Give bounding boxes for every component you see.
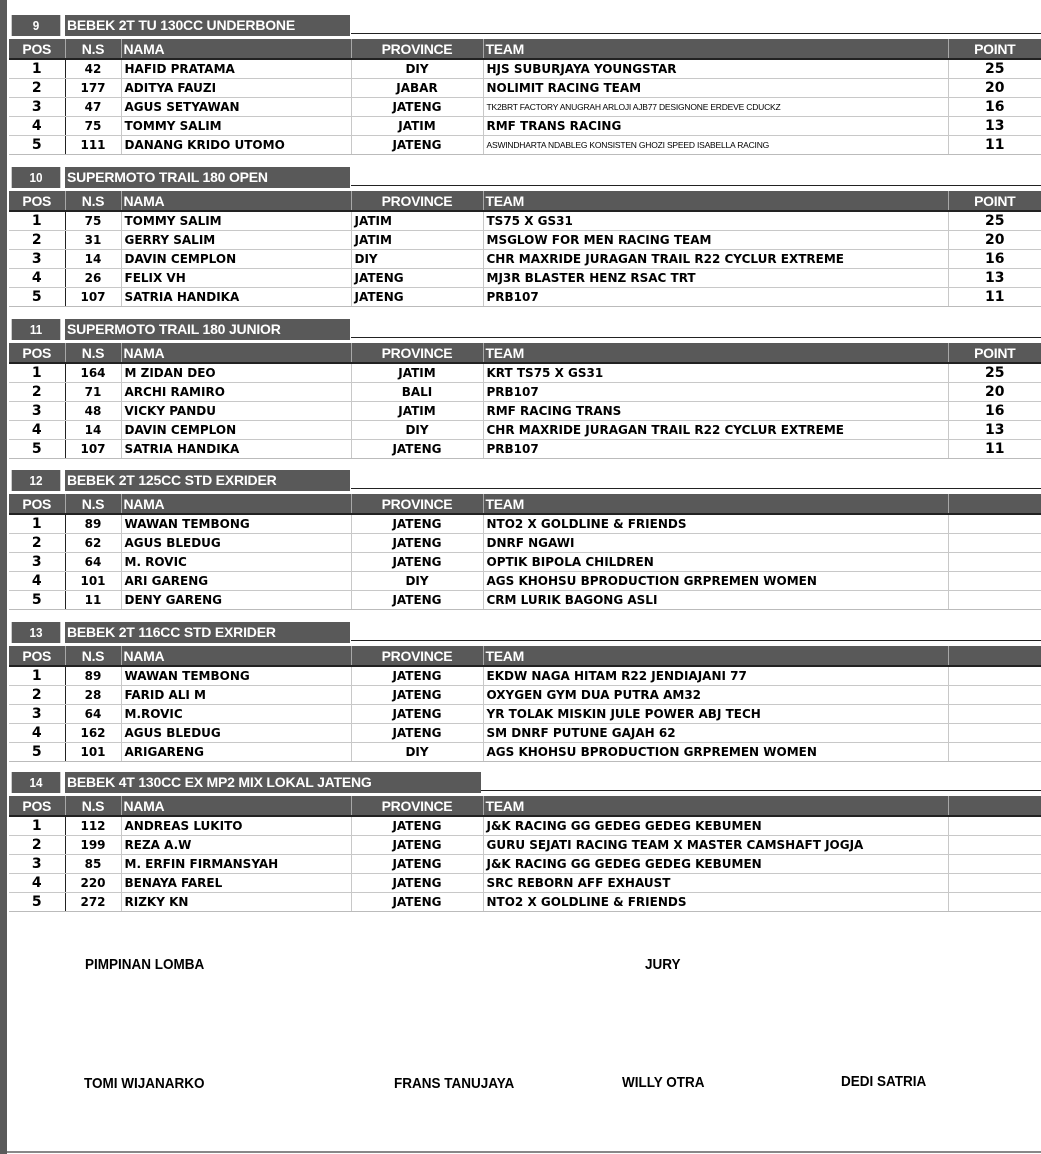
- cell-ns: 48: [65, 402, 121, 421]
- cell-pos: 3: [9, 250, 65, 269]
- cell-province: JATENG: [351, 874, 483, 893]
- results-table: [9, 191, 1041, 307]
- race-class-section: [7, 470, 1041, 608]
- cell-province: BALI: [351, 383, 483, 402]
- cell-province: JATIM: [351, 363, 483, 383]
- table-row: [9, 836, 1041, 855]
- header-team: TEAM: [483, 796, 948, 816]
- cell-pos: 3: [9, 855, 65, 874]
- cell-team: J&K RACING GG GEDEG GEDEG KEBUMEN: [483, 855, 948, 874]
- header-pos: POS: [9, 39, 65, 59]
- table-row: [9, 402, 1041, 421]
- cell-team: DNRF NGAWI: [483, 534, 948, 553]
- cell-point: 20: [948, 79, 1041, 98]
- cell-ns: 14: [65, 250, 121, 269]
- class-title-bar: [7, 470, 1041, 491]
- cell-province: JATENG: [351, 686, 483, 705]
- cell-point: [948, 572, 1041, 591]
- results-table: [9, 39, 1041, 155]
- cell-nama: SATRIA HANDIKA: [121, 288, 351, 307]
- table-header-row: [9, 39, 1041, 59]
- cell-ns: 42: [65, 59, 121, 79]
- cell-nama: GERRY SALIM: [121, 231, 351, 250]
- table-row: [9, 572, 1041, 591]
- cell-province: JATENG: [351, 514, 483, 534]
- cell-team: OXYGEN GYM DUA PUTRA AM32: [483, 686, 948, 705]
- cell-nama: M. ERFIN FIRMANSYAH: [121, 855, 351, 874]
- cell-nama: ARCHI RAMIRO: [121, 383, 351, 402]
- table-row: [9, 98, 1041, 117]
- table-row: [9, 269, 1041, 288]
- table-row: [9, 211, 1041, 231]
- cell-nama: RIZKY KN: [121, 893, 351, 912]
- header-nama: NAMA: [121, 343, 351, 363]
- table-row: [9, 117, 1041, 136]
- header-point: [948, 646, 1041, 666]
- cell-point: 25: [948, 59, 1041, 79]
- cell-point: 16: [948, 402, 1041, 421]
- class-number: 14: [12, 772, 61, 793]
- cell-team: TK2BRT FACTORY ANUGRAH ARLOJI AJB77 DESIGNONE ERDEVE CDUCKZ: [483, 98, 948, 117]
- header-province: PROVINCE: [351, 191, 483, 211]
- header-ns: N.S: [65, 494, 121, 514]
- class-title-bar: [7, 622, 1041, 643]
- cell-team: J&K RACING GG GEDEG GEDEG KEBUMEN: [483, 816, 948, 836]
- cell-point: [948, 855, 1041, 874]
- header-nama: NAMA: [121, 646, 351, 666]
- cell-pos: 4: [9, 874, 65, 893]
- cell-province: JATIM: [351, 117, 483, 136]
- cell-ns: 75: [65, 117, 121, 136]
- cell-ns: 107: [65, 288, 121, 307]
- race-class-section: [7, 622, 1041, 760]
- cell-province: JATIM: [351, 231, 483, 250]
- cell-team: GURU SEJATI RACING TEAM X MASTER CAMSHAFT JOGJA: [483, 836, 948, 855]
- header-team: TEAM: [483, 191, 948, 211]
- table-row: [9, 874, 1041, 893]
- cell-team: RMF TRANS RACING: [483, 117, 948, 136]
- cell-point: 11: [948, 288, 1041, 307]
- results-table: [9, 646, 1041, 762]
- table-row: [9, 363, 1041, 383]
- cell-point: 11: [948, 440, 1041, 459]
- table-row: [9, 743, 1041, 762]
- divider: [351, 488, 1041, 489]
- table-row: [9, 250, 1041, 269]
- cell-point: 13: [948, 421, 1041, 440]
- header-nama: NAMA: [121, 796, 351, 816]
- header-point: [948, 796, 1041, 816]
- cell-province: DIY: [351, 572, 483, 591]
- cell-province: JATENG: [351, 269, 483, 288]
- cell-team: YR TOLAK MISKIN JULE POWER ABJ TECH: [483, 705, 948, 724]
- cell-pos: 1: [9, 666, 65, 686]
- table-header-row: [9, 796, 1041, 816]
- cell-point: 25: [948, 363, 1041, 383]
- cell-team: KRT TS75 X GS31: [483, 363, 948, 383]
- divider: [481, 790, 1041, 791]
- header-point: POINT: [948, 39, 1041, 59]
- cell-province: JABAR: [351, 79, 483, 98]
- cell-pos: 4: [9, 421, 65, 440]
- cell-ns: 71: [65, 383, 121, 402]
- cell-point: [948, 534, 1041, 553]
- cell-team: NTO2 X GOLDLINE & FRIENDS: [483, 514, 948, 534]
- cell-nama: ARI GARENG: [121, 572, 351, 591]
- class-title: SUPERMOTO TRAIL 180 OPEN: [65, 167, 350, 188]
- table-row: [9, 421, 1041, 440]
- cell-pos: 3: [9, 98, 65, 117]
- results-table: [9, 343, 1041, 459]
- class-title-bar: [7, 319, 1041, 340]
- cell-point: [948, 816, 1041, 836]
- cell-point: [948, 743, 1041, 762]
- cell-nama: TOMMY SALIM: [121, 117, 351, 136]
- cell-point: [948, 874, 1041, 893]
- cell-pos: 4: [9, 117, 65, 136]
- header-pos: POS: [9, 343, 65, 363]
- cell-point: 11: [948, 136, 1041, 155]
- header-ns: N.S: [65, 796, 121, 816]
- cell-pos: 1: [9, 816, 65, 836]
- class-number: 12: [12, 470, 61, 491]
- cell-nama: WAWAN TEMBONG: [121, 514, 351, 534]
- cell-province: JATENG: [351, 666, 483, 686]
- cell-pos: 2: [9, 836, 65, 855]
- cell-province: JATENG: [351, 591, 483, 610]
- cell-team: NOLIMIT RACING TEAM: [483, 79, 948, 98]
- cell-pos: 1: [9, 211, 65, 231]
- table-row: [9, 816, 1041, 836]
- cell-point: [948, 893, 1041, 912]
- class-title-bar: [7, 15, 1041, 36]
- cell-nama: SATRIA HANDIKA: [121, 440, 351, 459]
- cell-team: NTO2 X GOLDLINE & FRIENDS: [483, 893, 948, 912]
- cell-team: PRB107: [483, 383, 948, 402]
- cell-ns: 64: [65, 553, 121, 572]
- cell-province: DIY: [351, 421, 483, 440]
- cell-nama: AGUS BLEDUG: [121, 534, 351, 553]
- cell-province: JATIM: [351, 402, 483, 421]
- race-class-section: [7, 15, 1041, 153]
- race-director-label: PIMPINAN LOMBA: [85, 956, 205, 973]
- class-title-bar: [7, 772, 1041, 793]
- race-class-section: [7, 319, 1041, 457]
- cell-team: PRB107: [483, 288, 948, 307]
- cell-team: AGS KHOHSU BPRODUCTION GRPREMEN WOMEN: [483, 572, 948, 591]
- signature-name: DEDI SATRIA: [841, 1073, 927, 1090]
- divider: [351, 33, 1041, 34]
- page-left-border: [0, 0, 7, 1154]
- cell-nama: M. ROVIC: [121, 553, 351, 572]
- cell-province: JATENG: [351, 836, 483, 855]
- table-row: [9, 686, 1041, 705]
- header-point: POINT: [948, 343, 1041, 363]
- cell-team: SM DNRF PUTUNE GAJAH 62: [483, 724, 948, 743]
- header-nama: NAMA: [121, 39, 351, 59]
- cell-ns: 162: [65, 724, 121, 743]
- cell-ns: 26: [65, 269, 121, 288]
- race-class-section: [7, 167, 1041, 305]
- results-table: [9, 494, 1041, 610]
- cell-pos: 2: [9, 686, 65, 705]
- cell-team: ASWINDHARTA NDABLEG KONSISTEN GHOZI SPEED ISABELLA RACING: [483, 136, 948, 155]
- cell-point: [948, 836, 1041, 855]
- table-header-row: [9, 494, 1041, 514]
- signature-name: FRANS TANUJAYA: [394, 1075, 515, 1092]
- header-ns: N.S: [65, 39, 121, 59]
- divider: [351, 185, 1041, 186]
- cell-point: 16: [948, 250, 1041, 269]
- cell-team: RMF RACING TRANS: [483, 402, 948, 421]
- cell-pos: 2: [9, 383, 65, 402]
- table-row: [9, 534, 1041, 553]
- class-number: 9: [12, 15, 61, 36]
- cell-point: 13: [948, 269, 1041, 288]
- cell-team: OPTIK BIPOLA CHILDREN: [483, 553, 948, 572]
- cell-pos: 5: [9, 743, 65, 762]
- header-point: [948, 494, 1041, 514]
- cell-province: JATENG: [351, 136, 483, 155]
- cell-team: MSGLOW FOR MEN RACING TEAM: [483, 231, 948, 250]
- table-row: [9, 893, 1041, 912]
- table-row: [9, 79, 1041, 98]
- cell-pos: 2: [9, 79, 65, 98]
- cell-province: JATENG: [351, 816, 483, 836]
- cell-nama: M.ROVIC: [121, 705, 351, 724]
- cell-nama: ANDREAS LUKITO: [121, 816, 351, 836]
- cell-point: [948, 705, 1041, 724]
- header-province: PROVINCE: [351, 343, 483, 363]
- cell-team: MJ3R BLASTER HENZ RSAC TRT: [483, 269, 948, 288]
- cell-nama: ADITYA FAUZI: [121, 79, 351, 98]
- cell-pos: 2: [9, 231, 65, 250]
- cell-ns: 199: [65, 836, 121, 855]
- header-pos: POS: [9, 646, 65, 666]
- cell-pos: 5: [9, 288, 65, 307]
- cell-team: HJS SUBURJAYA YOUNGSTAR: [483, 59, 948, 79]
- cell-nama: FELIX VH: [121, 269, 351, 288]
- table-row: [9, 59, 1041, 79]
- cell-point: 16: [948, 98, 1041, 117]
- table-row: [9, 514, 1041, 534]
- class-number: 13: [12, 622, 61, 643]
- cell-nama: HAFID PRATAMA: [121, 59, 351, 79]
- cell-nama: M ZIDAN DEO: [121, 363, 351, 383]
- table-header-row: [9, 343, 1041, 363]
- cell-nama: TOMMY SALIM: [121, 211, 351, 231]
- signature-name: WILLY OTRA: [622, 1074, 705, 1091]
- cell-pos: 4: [9, 724, 65, 743]
- class-title: BEBEK 2T 116CC STD EXRIDER: [65, 622, 350, 643]
- cell-province: JATENG: [351, 288, 483, 307]
- class-number: 11: [12, 319, 61, 340]
- cell-ns: 101: [65, 572, 121, 591]
- cell-nama: VICKY PANDU: [121, 402, 351, 421]
- cell-pos: 1: [9, 363, 65, 383]
- class-number: 10: [12, 167, 61, 188]
- cell-ns: 31: [65, 231, 121, 250]
- cell-ns: 89: [65, 514, 121, 534]
- table-row: [9, 553, 1041, 572]
- cell-nama: DAVIN CEMPLON: [121, 250, 351, 269]
- cell-ns: 28: [65, 686, 121, 705]
- cell-pos: 3: [9, 402, 65, 421]
- cell-point: [948, 553, 1041, 572]
- cell-point: [948, 514, 1041, 534]
- class-title-bar: [7, 167, 1041, 188]
- header-ns: N.S: [65, 646, 121, 666]
- signature-name: TOMI WIJANARKO: [84, 1075, 205, 1092]
- header-pos: POS: [9, 494, 65, 514]
- header-ns: N.S: [65, 343, 121, 363]
- table-row: [9, 591, 1041, 610]
- cell-pos: 2: [9, 534, 65, 553]
- cell-ns: 75: [65, 211, 121, 231]
- cell-point: [948, 666, 1041, 686]
- cell-team: TS75 X GS31: [483, 211, 948, 231]
- cell-pos: 3: [9, 553, 65, 572]
- cell-nama: DANANG KRIDO UTOMO: [121, 136, 351, 155]
- cell-nama: ARIGARENG: [121, 743, 351, 762]
- cell-pos: 1: [9, 514, 65, 534]
- cell-point: 20: [948, 383, 1041, 402]
- class-title: BEBEK 2T 125CC STD EXRIDER: [65, 470, 350, 491]
- cell-pos: 5: [9, 591, 65, 610]
- class-title: BEBEK 4T 130CC EX MP2 MIX LOKAL JATENG: [65, 772, 481, 793]
- cell-province: DIY: [351, 250, 483, 269]
- header-province: PROVINCE: [351, 39, 483, 59]
- cell-nama: WAWAN TEMBONG: [121, 666, 351, 686]
- cell-team: AGS KHOHSU BPRODUCTION GRPREMEN WOMEN: [483, 743, 948, 762]
- cell-ns: 11: [65, 591, 121, 610]
- table-header-row: [9, 191, 1041, 211]
- cell-point: [948, 724, 1041, 743]
- cell-pos: 5: [9, 440, 65, 459]
- cell-pos: 4: [9, 572, 65, 591]
- cell-province: JATENG: [351, 855, 483, 874]
- header-ns: N.S: [65, 191, 121, 211]
- cell-team: CHR MAXRIDE JURAGAN TRAIL R22 CYCLUR EXTREME: [483, 250, 948, 269]
- cell-point: [948, 591, 1041, 610]
- results-table: [9, 796, 1041, 912]
- header-province: PROVINCE: [351, 646, 483, 666]
- cell-ns: 101: [65, 743, 121, 762]
- cell-ns: 85: [65, 855, 121, 874]
- cell-point: 13: [948, 117, 1041, 136]
- cell-province: JATENG: [351, 98, 483, 117]
- cell-team: EKDW NAGA HITAM R22 JENDIAJANI 77: [483, 666, 948, 686]
- cell-nama: FARID ALI M: [121, 686, 351, 705]
- cell-team: CHR MAXRIDE JURAGAN TRAIL R22 CYCLUR EXTREME: [483, 421, 948, 440]
- cell-team: SRC REBORN AFF EXHAUST: [483, 874, 948, 893]
- jury-label: JURY: [645, 956, 681, 973]
- cell-province: DIY: [351, 743, 483, 762]
- table-header-row: [9, 646, 1041, 666]
- page-bottom-border: [7, 1151, 1041, 1153]
- cell-nama: DAVIN CEMPLON: [121, 421, 351, 440]
- cell-province: JATENG: [351, 893, 483, 912]
- cell-province: JATIM: [351, 211, 483, 231]
- cell-province: JATENG: [351, 553, 483, 572]
- cell-pos: 5: [9, 893, 65, 912]
- table-row: [9, 855, 1041, 874]
- table-row: [9, 231, 1041, 250]
- cell-province: JATENG: [351, 705, 483, 724]
- cell-ns: 111: [65, 136, 121, 155]
- cell-pos: 3: [9, 705, 65, 724]
- cell-ns: 164: [65, 363, 121, 383]
- cell-province: DIY: [351, 59, 483, 79]
- cell-ns: 220: [65, 874, 121, 893]
- table-row: [9, 440, 1041, 459]
- header-pos: POS: [9, 191, 65, 211]
- race-class-section: [7, 772, 1041, 910]
- cell-point: [948, 686, 1041, 705]
- cell-province: JATENG: [351, 724, 483, 743]
- divider: [351, 640, 1041, 641]
- cell-point: 20: [948, 231, 1041, 250]
- cell-team: CRM LURIK BAGONG ASLI: [483, 591, 948, 610]
- header-team: TEAM: [483, 494, 948, 514]
- cell-ns: 47: [65, 98, 121, 117]
- cell-ns: 64: [65, 705, 121, 724]
- cell-ns: 112: [65, 816, 121, 836]
- header-nama: NAMA: [121, 191, 351, 211]
- cell-pos: 5: [9, 136, 65, 155]
- header-point: POINT: [948, 191, 1041, 211]
- cell-pos: 1: [9, 59, 65, 79]
- header-pos: POS: [9, 796, 65, 816]
- table-row: [9, 136, 1041, 155]
- cell-point: 25: [948, 211, 1041, 231]
- header-team: TEAM: [483, 39, 948, 59]
- cell-ns: 14: [65, 421, 121, 440]
- cell-nama: BENAYA FAREL: [121, 874, 351, 893]
- cell-nama: REZA A.W: [121, 836, 351, 855]
- table-row: [9, 666, 1041, 686]
- cell-province: JATENG: [351, 534, 483, 553]
- cell-team: PRB107: [483, 440, 948, 459]
- cell-ns: 177: [65, 79, 121, 98]
- header-team: TEAM: [483, 646, 948, 666]
- cell-ns: 272: [65, 893, 121, 912]
- cell-province: JATENG: [351, 440, 483, 459]
- table-row: [9, 724, 1041, 743]
- cell-ns: 62: [65, 534, 121, 553]
- cell-nama: AGUS BLEDUG: [121, 724, 351, 743]
- header-team: TEAM: [483, 343, 948, 363]
- cell-nama: DENY GARENG: [121, 591, 351, 610]
- header-province: PROVINCE: [351, 494, 483, 514]
- cell-pos: 4: [9, 269, 65, 288]
- class-title: BEBEK 2T TU 130CC UNDERBONE: [65, 15, 350, 36]
- divider: [351, 337, 1041, 338]
- table-row: [9, 705, 1041, 724]
- cell-nama: AGUS SETYAWAN: [121, 98, 351, 117]
- table-row: [9, 288, 1041, 307]
- cell-ns: 89: [65, 666, 121, 686]
- header-nama: NAMA: [121, 494, 351, 514]
- class-title: SUPERMOTO TRAIL 180 JUNIOR: [65, 319, 350, 340]
- header-province: PROVINCE: [351, 796, 483, 816]
- table-row: [9, 383, 1041, 402]
- cell-ns: 107: [65, 440, 121, 459]
